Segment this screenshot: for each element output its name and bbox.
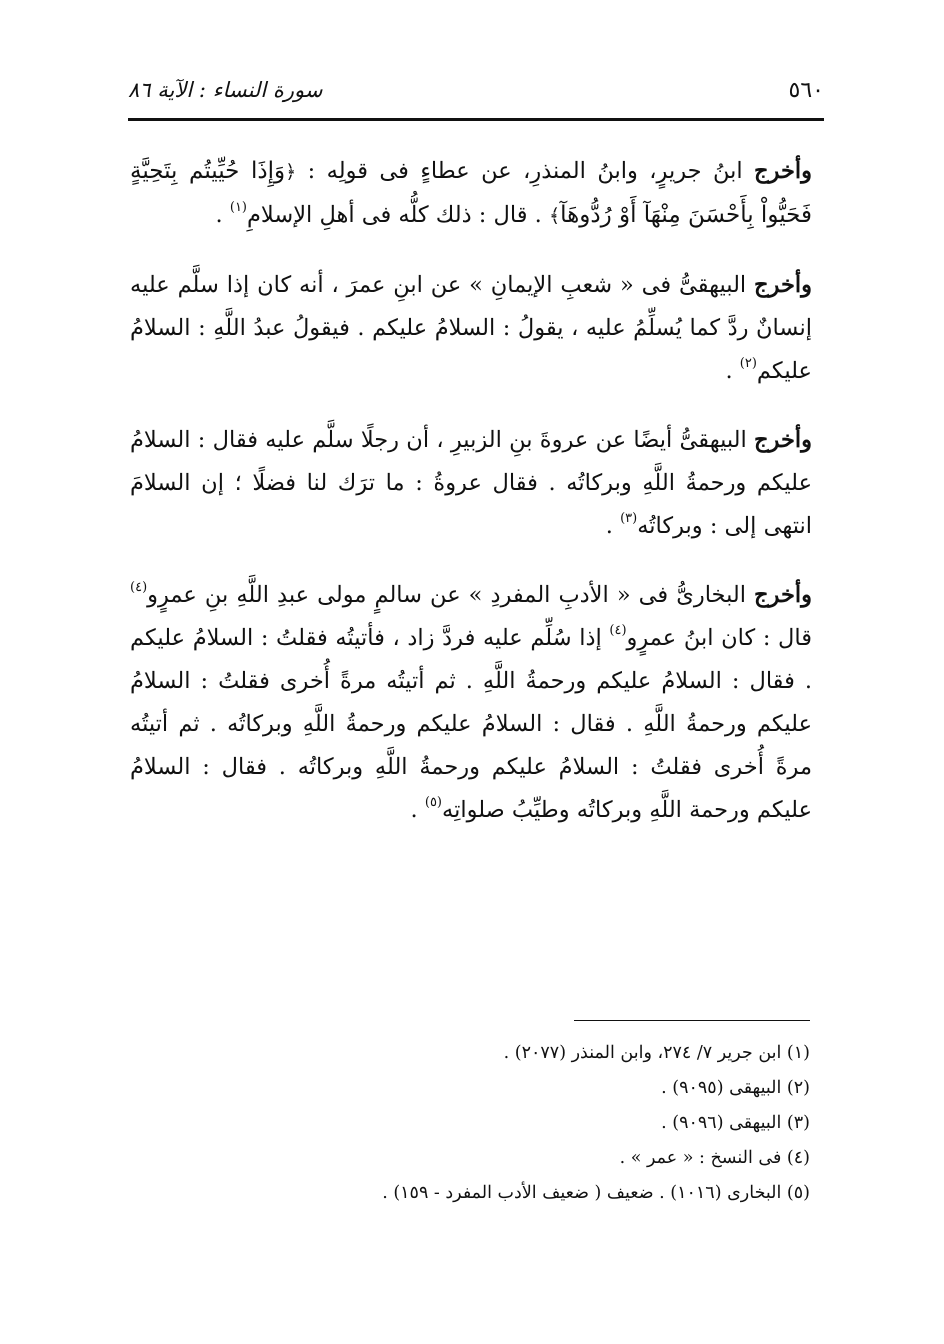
paragraph-end: . [410,797,425,823]
paragraph-4 [130,574,812,832]
paragraph-text: البيهقىُّ فى « شعبِ الإيمانِ » عن ابنِ عمرَ ، أنه كان إذا سلَّم عليه إنسانٌ ردَّ كما يُسلِّمُ عليه ، يقولُ : السلامُ عليكم . فيقولُ عبدُ اللَّهِ : السلامُ عليكم [130,272,812,384]
paragraph-3 [130,419,812,548]
paragraph-1 [130,150,812,238]
footnote-ref[interactable]: (٣) [620,511,638,526]
paragraph-intro: وأخرج [754,158,812,184]
body-text [130,150,812,858]
paragraph-text: ابنُ جريرٍ، وابنُ المنذرِ، عن عطاءٍ فى قولِه : [296,158,755,184]
footnote-ref[interactable]: (٤) [130,580,148,595]
footnote-ref[interactable]: (١) [229,200,247,215]
quran-close-bracket: ﴾ [548,205,561,227]
paragraph-text: إذا سُلِّم عليه فردَّ زاد ، فأتيتُه فقلتُ : السلامُ عليكم . فقال : السلامُ عليكم ورحمةُ اللَّهِ . ثم أتيتُه مرةً أُخرى فقلتُ : السلامُ عليكم ورحمةُ اللَّهِ . فقال : السلامُ عليكم ورحمةُ اللَّهِ وبركاتُه . ثم أتيتُه مرةً أُخرى فقلتُ : السلامُ عليكم ورحمةُ اللَّهِ وبركاتُه . فقال : السلامُ عليكم ورحمة اللَّهِ وبركاتُه وطيِّبُ صلواتِه [130,625,812,823]
header-rule [128,118,824,121]
footnote-ref[interactable]: (٤) [609,623,627,638]
footnote-2: (٢) البيهقى (٩٠٩٥) . [661,1078,810,1098]
quran-verse: وَإِذَا حُيِّيتُم بِتَحِيَّةٍ فَحَيُّواْ بِأَحْسَنَ مِنْهَآ أَوْ رُدُّوهَآ [130,158,812,228]
paragraph-text: . قال : ذلك كلُّه فى أهلِ الإسلامِ [247,202,542,228]
footnote-ref[interactable]: (٥) [424,795,442,810]
paragraph-text: البخارىُّ فى « الأدبِ المفردِ » عن سالمٍ مولى عبدِ اللَّهِ بنِ عمرٍو [147,582,755,608]
footnote-separator [574,1020,810,1021]
page-header [128,70,824,110]
paragraph-2 [130,264,812,393]
paragraph-intro: وأخرج [754,427,812,453]
footnote-4: (٤) فى النسخ : « عمر » . [619,1148,810,1168]
footnotes [180,1036,810,1211]
paragraph-end: . [605,513,621,539]
quran-open-bracket: ﴿ [285,161,297,183]
footnote-ref[interactable]: (٢) [739,356,757,371]
page-number: ٥٦٠ [788,77,824,103]
running-title: سورة النساء : الآية ٨٦ [128,78,323,102]
paragraph-intro: وأخرج [754,582,812,608]
footnote-3: (٣) البيهقى (٩٠٩٦) . [661,1113,810,1133]
footnote-5: (٥) البخارى (١٠١٦) . ضعيف ( ضعيف الأدب المفرد - ١٥٩) . [382,1183,810,1203]
paragraph-end: . [215,202,230,228]
footnote-1: (١) ابن جرير ٧/ ٢٧٤، وابن المنذر (٢٠٧٧) . [503,1043,810,1063]
paragraph-text: قال : كان ابنُ عمرٍو [626,625,812,651]
paragraph-end: . [725,358,740,384]
paragraph-text: البيهقىُّ أيضًا عن عروةَ بنِ الزبيرِ ، أن رجلًا سلَّم عليه فقال : السلامُ عليكم ورحمةُ اللَّهِ وبركاتُه . فقال عروةُ : ما ترَك لنا فضلًا ؛ إن السلامَ انتهى إلى : وبركاتُه [130,427,812,539]
paragraph-intro: وأخرج [754,272,812,298]
